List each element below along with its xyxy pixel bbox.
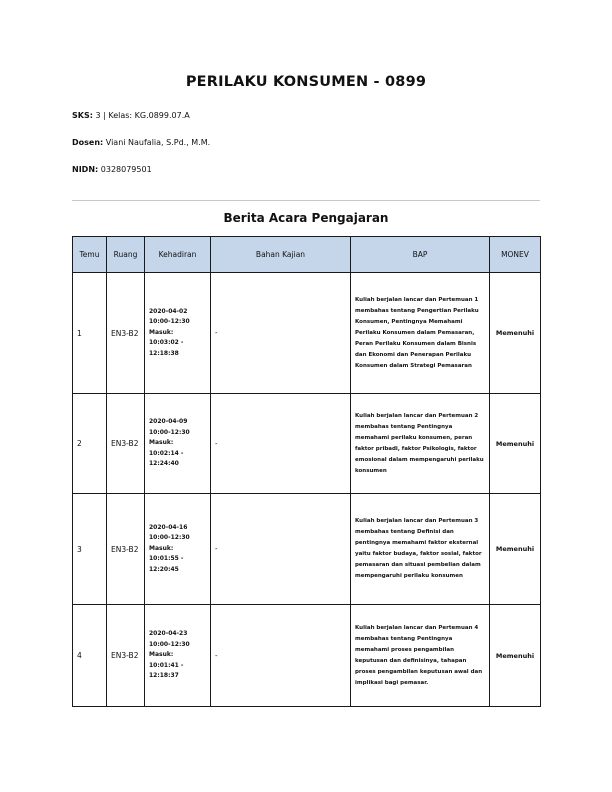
att-keluar-time: 12:18:38	[149, 349, 179, 357]
cell-monev: Memenuhi	[490, 394, 541, 494]
nidn-line	[72, 165, 152, 174]
att-time: 10:00-12:30	[149, 640, 190, 648]
att-date: 2020-04-09	[149, 418, 188, 426]
table-row	[73, 494, 541, 605]
dosen-label: Dosen:	[72, 138, 104, 147]
cell-temu: 4	[73, 605, 107, 707]
header-bap: BAP	[351, 237, 490, 273]
cell-temu: 1	[73, 273, 107, 394]
cell-temu: 3	[73, 494, 107, 605]
header-kehadiran: Kehadiran	[145, 237, 211, 273]
dosen-line	[72, 138, 210, 147]
att-keluar-time: 12:20:45	[149, 565, 179, 573]
cell-kehadiran	[145, 494, 211, 605]
cell-ruang: EN3-B2	[107, 605, 145, 707]
att-masuk-label: Masuk:	[149, 328, 174, 336]
att-masuk-time: 10:01:55 -	[149, 555, 184, 563]
sks-label: SKS:	[72, 111, 93, 120]
sks-value: 3 | Kelas: KG.0899.07.A	[95, 111, 190, 120]
cell-ruang: EN3-B2	[107, 394, 145, 494]
att-date: 2020-04-02	[149, 307, 188, 315]
cell-bap: Kuliah berjalan lancar dan Pertemuan 3 membahas tentang Definisi dan pentingnya memahami faktor eksternal yaitu faktor budaya, faktor sosial, faktor pemasaran dan situasi pembelian dalam mempengaruhi perilaku konsumen	[351, 494, 490, 605]
divider	[72, 200, 540, 201]
section-title: Berita Acara Pengajaran	[223, 211, 389, 225]
nidn-value: 0328079501	[100, 165, 152, 174]
att-keluar-time: 12:24:40	[149, 460, 179, 468]
document-title: PERILAKU KONSUMEN - 0899	[185, 74, 427, 90]
cell-ruang: EN3-B2	[107, 273, 145, 394]
att-keluar-time: 12:18:37	[149, 672, 179, 680]
cell-bap: Kuliah berjalan lancar dan Pertemuan 4 membahas tentang Pentingnya memahami proses pengambilan keputusan dan definisinya, tahapan proses pengambilan keputusan awal dan implikasi bagi pemasar.	[351, 605, 490, 707]
cell-ruang: EN3-B2	[107, 494, 145, 605]
nidn-label: NIDN:	[72, 165, 99, 174]
att-date: 2020-04-16	[149, 523, 188, 531]
att-masuk-label: Masuk:	[149, 544, 174, 552]
bap-table	[72, 236, 541, 707]
cell-bap: Kuliah berjalan lancar dan Pertemuan 1 membahas tentang Pengertian Perilaku Konsumen, Pentingnya Memahami Perilaku Konsumen dalam Pemasaran, Peran Perilaku Konsumen dalam Bisnis dan Ekonomi dan Penerapan Perilaku Konsumen dalam Strategi Pemasaran	[351, 273, 490, 394]
cell-kehadiran	[145, 394, 211, 494]
table-row	[73, 394, 541, 494]
att-masuk-label: Masuk:	[149, 439, 174, 447]
cell-kehadiran	[145, 273, 211, 394]
att-time: 10:00-12:30	[149, 428, 190, 436]
cell-bahan-kajian: -	[211, 605, 351, 707]
att-masuk-time: 10:03:02 -	[149, 339, 184, 347]
table-row	[73, 273, 541, 394]
header-bahan-kajian: Bahan Kajian	[211, 237, 351, 273]
header-ruang: Ruang	[107, 237, 145, 273]
cell-temu: 2	[73, 394, 107, 494]
cell-monev: Memenuhi	[490, 273, 541, 394]
cell-kehadiran	[145, 605, 211, 707]
cell-bap: Kuliah berjalan lancar dan Pertemuan 2 membahas tentang Pentingnya memahami perilaku konsumen, peran faktor pribadi, faktor Psikologis, faktor emosional dalam mempengaruhi perilaku konsumen	[351, 394, 490, 494]
header-temu: Temu	[73, 237, 107, 273]
cell-bahan-kajian: -	[211, 494, 351, 605]
dosen-value: Viani Naufalia, S.Pd., M.M.	[105, 138, 211, 147]
cell-bahan-kajian: -	[211, 273, 351, 394]
att-masuk-label: Masuk:	[149, 651, 174, 659]
cell-monev: Memenuhi	[490, 494, 541, 605]
att-masuk-time: 10:01:41 -	[149, 661, 184, 669]
table-row	[73, 605, 541, 707]
table-header-row	[73, 237, 541, 273]
cell-bahan-kajian: -	[211, 394, 351, 494]
header-monev: MONEV	[490, 237, 541, 273]
cell-monev: Memenuhi	[490, 605, 541, 707]
att-time: 10:00-12:30	[149, 318, 190, 326]
att-masuk-time: 10:02:14 -	[149, 449, 184, 457]
att-date: 2020-04-23	[149, 630, 188, 638]
sks-line	[72, 111, 190, 120]
att-time: 10:00-12:30	[149, 534, 190, 542]
